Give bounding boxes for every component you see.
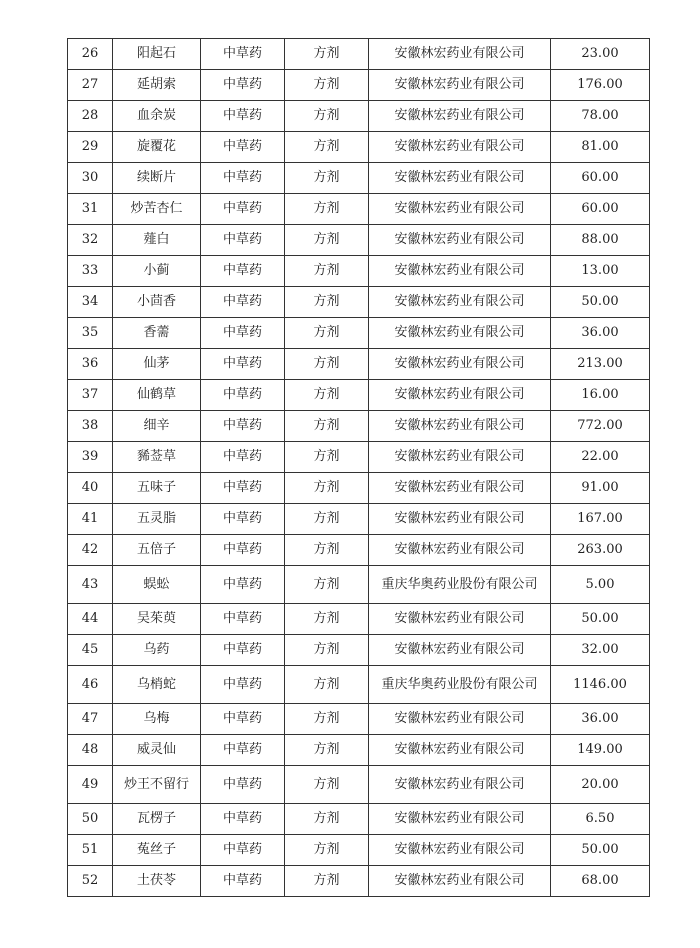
supplier-cell: 安徽林宏药业有限公司 — [369, 504, 551, 535]
medicine-name: 仙鹤草 — [113, 380, 201, 411]
medicine-name: 蜈蚣 — [113, 566, 201, 604]
medicine-name: 豨莶草 — [113, 442, 201, 473]
amount-cell: 20.00 — [551, 766, 650, 804]
medicine-name: 乌梅 — [113, 704, 201, 735]
row-number: 27 — [68, 70, 113, 101]
category-cell: 中草药 — [201, 442, 285, 473]
table-row — [68, 411, 650, 442]
type-cell: 方剂 — [285, 39, 369, 70]
row-number: 45 — [68, 635, 113, 666]
supplier-cell: 安徽林宏药业有限公司 — [369, 287, 551, 318]
supplier-cell: 安徽林宏药业有限公司 — [369, 163, 551, 194]
type-cell: 方剂 — [285, 473, 369, 504]
medicine-name: 仙茅 — [113, 349, 201, 380]
category-cell: 中草药 — [201, 804, 285, 835]
medicine-name: 血余炭 — [113, 101, 201, 132]
type-cell: 方剂 — [285, 735, 369, 766]
row-number: 34 — [68, 287, 113, 318]
medicine-name: 土茯苓 — [113, 866, 201, 897]
row-number: 37 — [68, 380, 113, 411]
row-number: 49 — [68, 766, 113, 804]
type-cell: 方剂 — [285, 604, 369, 635]
table-row — [68, 163, 650, 194]
type-cell: 方剂 — [285, 194, 369, 225]
medicine-name: 细辛 — [113, 411, 201, 442]
amount-cell: 772.00 — [551, 411, 650, 442]
medicine-name: 乌药 — [113, 635, 201, 666]
category-cell: 中草药 — [201, 194, 285, 225]
row-number: 29 — [68, 132, 113, 163]
type-cell: 方剂 — [285, 287, 369, 318]
medicine-name: 炒王不留行 — [113, 766, 201, 804]
type-cell: 方剂 — [285, 866, 369, 897]
medicine-name: 阳起石 — [113, 39, 201, 70]
row-number: 48 — [68, 735, 113, 766]
table-row — [68, 256, 650, 287]
amount-cell: 60.00 — [551, 194, 650, 225]
row-number: 35 — [68, 318, 113, 349]
row-number: 43 — [68, 566, 113, 604]
amount-cell: 88.00 — [551, 225, 650, 256]
amount-cell: 23.00 — [551, 39, 650, 70]
type-cell: 方剂 — [285, 504, 369, 535]
table-row — [68, 504, 650, 535]
category-cell: 中草药 — [201, 318, 285, 349]
row-number: 33 — [68, 256, 113, 287]
supplier-cell: 安徽林宏药业有限公司 — [369, 349, 551, 380]
row-number: 46 — [68, 666, 113, 704]
table-row — [68, 442, 650, 473]
type-cell: 方剂 — [285, 766, 369, 804]
amount-cell: 91.00 — [551, 473, 650, 504]
table-row — [68, 566, 650, 604]
row-number: 42 — [68, 535, 113, 566]
medicine-name: 延胡索 — [113, 70, 201, 101]
medicine-name: 小茴香 — [113, 287, 201, 318]
category-cell: 中草药 — [201, 380, 285, 411]
category-cell: 中草药 — [201, 287, 285, 318]
category-cell: 中草药 — [201, 163, 285, 194]
category-cell: 中草药 — [201, 835, 285, 866]
category-cell: 中草药 — [201, 866, 285, 897]
supplier-cell: 安徽林宏药业有限公司 — [369, 766, 551, 804]
table-row — [68, 835, 650, 866]
amount-cell: 81.00 — [551, 132, 650, 163]
supplier-cell: 安徽林宏药业有限公司 — [369, 866, 551, 897]
row-number: 31 — [68, 194, 113, 225]
category-cell: 中草药 — [201, 70, 285, 101]
amount-cell: 32.00 — [551, 635, 650, 666]
category-cell: 中草药 — [201, 101, 285, 132]
row-number: 44 — [68, 604, 113, 635]
category-cell: 中草药 — [201, 735, 285, 766]
row-number: 38 — [68, 411, 113, 442]
category-cell: 中草药 — [201, 666, 285, 704]
supplier-cell: 安徽林宏药业有限公司 — [369, 225, 551, 256]
amount-cell: 1146.00 — [551, 666, 650, 704]
medicine-name: 旋覆花 — [113, 132, 201, 163]
medicine-name: 薤白 — [113, 225, 201, 256]
type-cell: 方剂 — [285, 442, 369, 473]
category-cell: 中草药 — [201, 411, 285, 442]
supplier-cell: 安徽林宏药业有限公司 — [369, 318, 551, 349]
category-cell: 中草药 — [201, 604, 285, 635]
medicine-name: 威灵仙 — [113, 735, 201, 766]
row-number: 47 — [68, 704, 113, 735]
type-cell: 方剂 — [285, 256, 369, 287]
table-row — [68, 132, 650, 163]
table-row — [68, 535, 650, 566]
type-cell: 方剂 — [285, 380, 369, 411]
category-cell: 中草药 — [201, 766, 285, 804]
table-row — [68, 766, 650, 804]
medicine-name: 香薷 — [113, 318, 201, 349]
supplier-cell: 安徽林宏药业有限公司 — [369, 39, 551, 70]
category-cell: 中草药 — [201, 132, 285, 163]
amount-cell: 60.00 — [551, 163, 650, 194]
type-cell: 方剂 — [285, 132, 369, 163]
amount-cell: 50.00 — [551, 604, 650, 635]
amount-cell: 36.00 — [551, 318, 650, 349]
row-number: 52 — [68, 866, 113, 897]
supplier-cell: 安徽林宏药业有限公司 — [369, 804, 551, 835]
medicine-table — [67, 38, 650, 897]
supplier-cell: 安徽林宏药业有限公司 — [369, 635, 551, 666]
row-number: 32 — [68, 225, 113, 256]
row-number: 40 — [68, 473, 113, 504]
supplier-cell: 安徽林宏药业有限公司 — [369, 411, 551, 442]
supplier-cell: 安徽林宏药业有限公司 — [369, 442, 551, 473]
table-row — [68, 287, 650, 318]
amount-cell: 213.00 — [551, 349, 650, 380]
category-cell: 中草药 — [201, 256, 285, 287]
table-row — [68, 194, 650, 225]
medicine-name: 吴茱萸 — [113, 604, 201, 635]
medicine-name: 五倍子 — [113, 535, 201, 566]
table-row — [68, 225, 650, 256]
supplier-cell: 安徽林宏药业有限公司 — [369, 194, 551, 225]
medicine-name: 五灵脂 — [113, 504, 201, 535]
type-cell: 方剂 — [285, 704, 369, 735]
supplier-cell: 重庆华奥药业股份有限公司 — [369, 566, 551, 604]
row-number: 26 — [68, 39, 113, 70]
amount-cell: 78.00 — [551, 101, 650, 132]
category-cell: 中草药 — [201, 504, 285, 535]
row-number: 39 — [68, 442, 113, 473]
type-cell: 方剂 — [285, 349, 369, 380]
row-number: 36 — [68, 349, 113, 380]
table-row — [68, 704, 650, 735]
type-cell: 方剂 — [285, 566, 369, 604]
supplier-cell: 安徽林宏药业有限公司 — [369, 835, 551, 866]
table-row — [68, 70, 650, 101]
category-cell: 中草药 — [201, 535, 285, 566]
type-cell: 方剂 — [285, 804, 369, 835]
table-row — [68, 735, 650, 766]
category-cell: 中草药 — [201, 225, 285, 256]
supplier-cell: 重庆华奥药业股份有限公司 — [369, 666, 551, 704]
category-cell: 中草药 — [201, 349, 285, 380]
supplier-cell: 安徽林宏药业有限公司 — [369, 604, 551, 635]
medicine-name: 炒苦杏仁 — [113, 194, 201, 225]
table-row — [68, 473, 650, 504]
table-row — [68, 666, 650, 704]
supplier-cell: 安徽林宏药业有限公司 — [369, 473, 551, 504]
supplier-cell: 安徽林宏药业有限公司 — [369, 704, 551, 735]
row-number: 30 — [68, 163, 113, 194]
medicine-name: 菟丝子 — [113, 835, 201, 866]
supplier-cell: 安徽林宏药业有限公司 — [369, 70, 551, 101]
row-number: 50 — [68, 804, 113, 835]
amount-cell: 50.00 — [551, 287, 650, 318]
type-cell: 方剂 — [285, 70, 369, 101]
supplier-cell: 安徽林宏药业有限公司 — [369, 132, 551, 163]
row-number: 28 — [68, 101, 113, 132]
table-row — [68, 380, 650, 411]
supplier-cell: 安徽林宏药业有限公司 — [369, 535, 551, 566]
table-row — [68, 349, 650, 380]
amount-cell: 13.00 — [551, 256, 650, 287]
amount-cell: 176.00 — [551, 70, 650, 101]
medicine-name: 乌梢蛇 — [113, 666, 201, 704]
amount-cell: 22.00 — [551, 442, 650, 473]
medicine-name: 五味子 — [113, 473, 201, 504]
row-number: 41 — [68, 504, 113, 535]
table-row — [68, 101, 650, 132]
table-row — [68, 604, 650, 635]
table-row — [68, 635, 650, 666]
supplier-cell: 安徽林宏药业有限公司 — [369, 380, 551, 411]
category-cell: 中草药 — [201, 39, 285, 70]
type-cell: 方剂 — [285, 101, 369, 132]
medicine-name: 小蓟 — [113, 256, 201, 287]
table-row — [68, 39, 650, 70]
amount-cell: 16.00 — [551, 380, 650, 411]
medicine-name: 瓦楞子 — [113, 804, 201, 835]
supplier-cell: 安徽林宏药业有限公司 — [369, 735, 551, 766]
category-cell: 中草药 — [201, 635, 285, 666]
amount-cell: 5.00 — [551, 566, 650, 604]
type-cell: 方剂 — [285, 635, 369, 666]
amount-cell: 68.00 — [551, 866, 650, 897]
amount-cell: 6.50 — [551, 804, 650, 835]
type-cell: 方剂 — [285, 318, 369, 349]
amount-cell: 263.00 — [551, 535, 650, 566]
supplier-cell: 安徽林宏药业有限公司 — [369, 256, 551, 287]
supplier-cell: 安徽林宏药业有限公司 — [369, 101, 551, 132]
amount-cell: 167.00 — [551, 504, 650, 535]
table-row — [68, 318, 650, 349]
type-cell: 方剂 — [285, 163, 369, 194]
category-cell: 中草药 — [201, 473, 285, 504]
type-cell: 方剂 — [285, 535, 369, 566]
amount-cell: 149.00 — [551, 735, 650, 766]
table-row — [68, 866, 650, 897]
amount-cell: 50.00 — [551, 835, 650, 866]
type-cell: 方剂 — [285, 225, 369, 256]
medicine-name: 续断片 — [113, 163, 201, 194]
table-row — [68, 804, 650, 835]
category-cell: 中草药 — [201, 566, 285, 604]
amount-cell: 36.00 — [551, 704, 650, 735]
category-cell: 中草药 — [201, 704, 285, 735]
table-body — [68, 39, 650, 897]
row-number: 51 — [68, 835, 113, 866]
type-cell: 方剂 — [285, 411, 369, 442]
type-cell: 方剂 — [285, 835, 369, 866]
type-cell: 方剂 — [285, 666, 369, 704]
